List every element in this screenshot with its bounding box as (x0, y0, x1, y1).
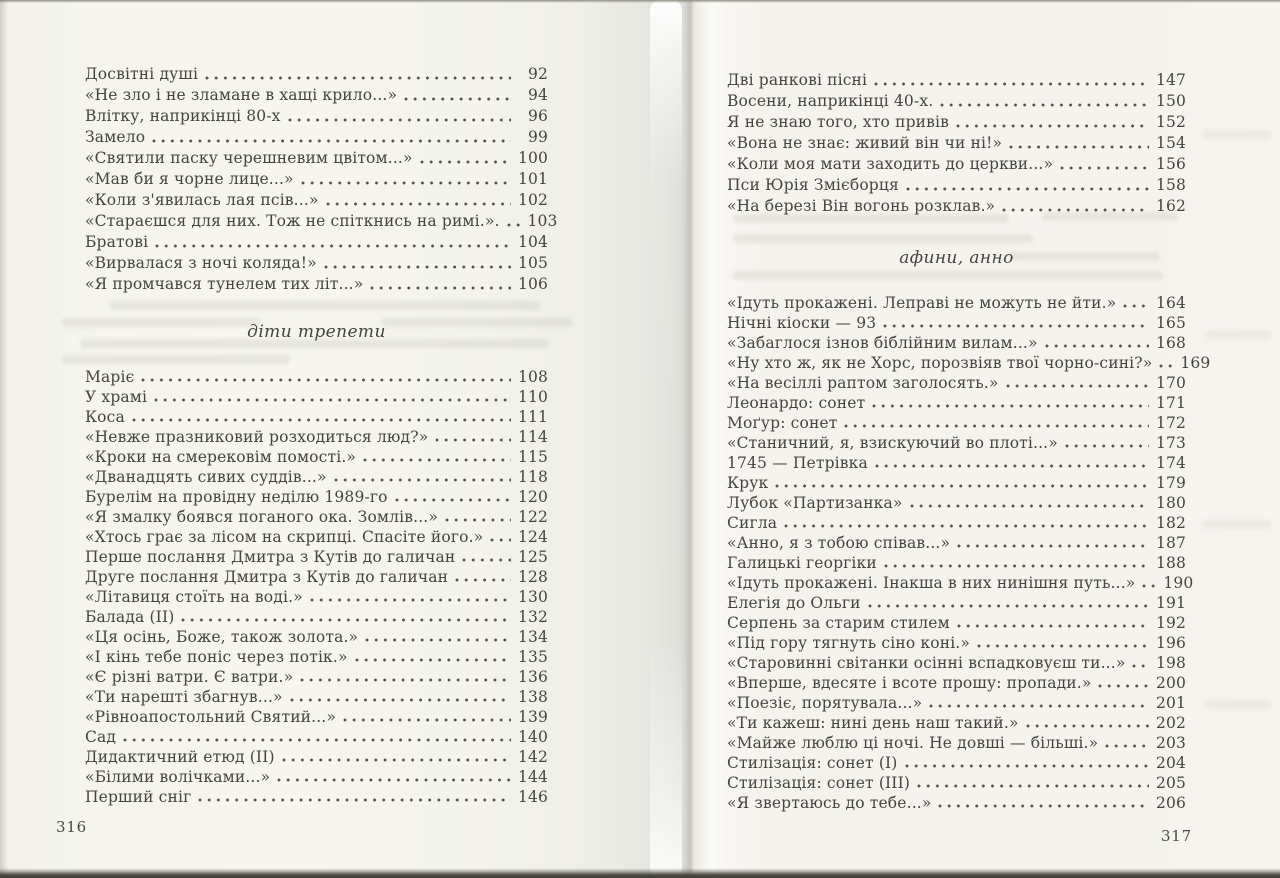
toc-entry-title: Леонардо: сонет (727, 394, 866, 412)
toc-entry-page: 128 (517, 568, 548, 586)
toc-entry-title: «Я змалку боявся поганого ока. Зомлів...» (85, 508, 438, 526)
toc-entry-title: Коса (85, 408, 125, 426)
toc-entry-page: 115 (517, 448, 548, 466)
toc-entry-page: 156 (1155, 155, 1186, 173)
toc-entry-title: «Стараєшся для них. Тож не спіткнись на римі.». (85, 212, 500, 230)
toc-entry-title: «Забаглося ізнов біблійним вилам...» (727, 334, 1038, 352)
toc-entry-page: 168 (1155, 334, 1186, 352)
dot-leader (1002, 207, 1149, 213)
toc-entry-page: 102 (517, 191, 548, 209)
toc-entry (727, 154, 1186, 175)
toc-entry (727, 593, 1186, 613)
toc-entry-page: 96 (527, 107, 548, 125)
toc-entry-title: «Ну хто ж, як не Хорс, порозвіяв твої чорно-сині?» (727, 354, 1153, 372)
toc-entry-title: Братові (85, 233, 149, 251)
toc-entry-page: 136 (517, 668, 548, 686)
toc-entry (727, 653, 1186, 673)
dot-leader (1065, 443, 1149, 449)
toc-entry (85, 687, 548, 707)
toc-entry (85, 607, 548, 627)
dot-leader (1098, 683, 1149, 689)
toc-entry-title: «Майже люблю ці ночі. Не довші — більші.» (727, 734, 1099, 752)
toc-entry-page: 105 (517, 254, 548, 272)
toc-entry-page: 152 (1155, 113, 1186, 131)
toc-entry-title: Балада (II) (85, 608, 175, 626)
toc-entry-page: 206 (1155, 794, 1186, 812)
toc-entry-page: 142 (517, 748, 548, 766)
toc-entry (85, 106, 548, 127)
toc-entry-page: 182 (1155, 514, 1186, 532)
toc-entry-title: Сад (85, 728, 117, 746)
dot-leader (1132, 663, 1149, 669)
toc-entry (85, 787, 548, 807)
toc-entry (85, 707, 548, 727)
toc-entry-page: 200 (1155, 674, 1186, 692)
toc-entry-title: Перше послання Дмитра з Кутів до галичан (85, 548, 456, 566)
dot-leader (326, 201, 511, 207)
toc-entry (727, 70, 1186, 91)
toc-entry (727, 793, 1186, 813)
toc-entry (85, 487, 548, 507)
toc-entry-title: Перший сніг (85, 788, 192, 806)
toc-section (727, 70, 1186, 217)
toc-entry-title: У храмі (85, 388, 148, 406)
toc-entry-page: 108 (517, 368, 548, 386)
toc-entry-title: «Дванадцять сивих суддів...» (85, 468, 327, 486)
toc-entry (85, 447, 548, 467)
toc-entry-page: 188 (1155, 554, 1186, 572)
toc-entry-title: 1745 — Петрівка (727, 454, 868, 472)
toc-entry (727, 533, 1186, 553)
toc-entry-title: «Анно, я з тобою співав...» (727, 534, 951, 552)
toc-entry (85, 253, 548, 274)
dot-leader (435, 437, 511, 443)
toc-entry-page: 205 (1155, 774, 1186, 792)
dot-leader (420, 159, 511, 165)
toc-entry-page: 122 (517, 508, 548, 526)
dot-leader (1006, 383, 1149, 389)
toc-entry-title: «Я промчався тунелем тих літ...» (85, 275, 364, 293)
dot-leader (300, 677, 511, 683)
toc-entry (85, 274, 548, 295)
toc-entry-page: 174 (1155, 454, 1186, 472)
toc-entry-title: «Станичний, я, взискуючий во плоті...» (727, 434, 1058, 452)
toc-entry-page: 202 (1155, 714, 1186, 732)
toc-entry-page: 150 (1155, 92, 1186, 110)
scan-edge-bottom (0, 868, 1280, 878)
dot-leader (123, 737, 511, 743)
toc-entry-page: 120 (517, 488, 548, 506)
dot-leader (957, 623, 1149, 629)
dot-leader (1142, 583, 1156, 589)
toc-entry (727, 453, 1186, 473)
dot-leader (1123, 303, 1149, 309)
dot-leader (290, 697, 511, 703)
dot-leader (205, 75, 511, 81)
toc-entry-title: «І кінь тебе поніс через потік.» (85, 648, 348, 666)
toc-entry-page: 203 (1155, 734, 1186, 752)
toc-entry (727, 513, 1186, 533)
toc-entry (727, 175, 1186, 196)
dot-leader (132, 417, 511, 423)
toc-entry-title: «На весіллі раптом заголосять.» (727, 374, 999, 392)
toc-entry (727, 673, 1186, 693)
toc-section (727, 247, 1211, 813)
dot-leader (455, 577, 511, 583)
toc-entry-title: Крук (727, 474, 769, 492)
section-heading: афини, анно (899, 248, 1014, 268)
dot-leader (917, 783, 1149, 789)
toc-entry-page: 172 (1155, 414, 1186, 432)
toc-entry-title: Стилізація: сонет (I) (727, 754, 898, 772)
toc-entry-title: «Коли з'явилась лая псів...» (85, 191, 319, 209)
toc-entry (85, 567, 548, 587)
toc-entry-title: «Ти кажеш: нині день наш такий.» (727, 714, 1019, 732)
toc-entry (85, 127, 548, 148)
toc-entry-page: 134 (517, 628, 548, 646)
toc-entry-title: «Ідуть прокажені. Леправі не можуть не йти.» (727, 294, 1117, 312)
toc-entry-page: 180 (1155, 494, 1186, 512)
toc-entry-title: Сигла (727, 514, 778, 532)
toc-entry-title: «Хтось грає за лісом на скрипці. Спасіте його.» (85, 528, 484, 546)
dot-leader (844, 423, 1149, 429)
dot-leader (370, 285, 511, 291)
dot-leader (874, 81, 1149, 87)
dot-leader (445, 517, 511, 523)
toc-entry-title: «Літавиця стоїть на воді.» (85, 588, 303, 606)
toc-entry (85, 407, 548, 427)
dot-leader (977, 643, 1149, 649)
toc-entry (727, 733, 1186, 753)
toc-entry-title: Друге послання Дмитра з Кутів до галичан (85, 568, 449, 586)
toc-entry-page: 124 (517, 528, 548, 546)
toc-entry (85, 211, 558, 232)
toc-entry-title: «Не зло і не зламане в хащі крило...» (85, 86, 398, 104)
toc-entry-title: Дві ранкові пісні (727, 71, 868, 89)
dot-leader (940, 102, 1149, 108)
toc-entry-title: «Мав би я чорне лице...» (85, 170, 294, 188)
toc-entry-page: 110 (517, 388, 548, 406)
toc-entry-title: «Вирвалася з ночі коляда!» (85, 254, 317, 272)
toc-entry-page: 106 (517, 275, 548, 293)
toc-entry-page: 139 (517, 708, 548, 726)
dot-leader (152, 138, 511, 144)
toc-entry-page: 147 (1155, 71, 1186, 89)
toc-entry-page: 169 (1180, 354, 1211, 372)
toc-entry-title: Пси Юрія Змієборця (727, 176, 899, 194)
dot-leader (334, 477, 511, 483)
dot-leader (155, 243, 511, 249)
toc-entry-title: Нічні кіоски — 93 (727, 314, 877, 332)
toc-entry-title: «Під гору тягнуть сіно коні.» (727, 634, 971, 652)
toc-entry-title: «Коли моя мати заходить до церкви...» (727, 155, 1054, 173)
toc-entry-title: Замело (85, 128, 146, 146)
dot-leader (868, 603, 1149, 609)
toc-entry (727, 373, 1186, 393)
toc-entry-title: «Вона не знає: живий він чи ні!» (727, 134, 1003, 152)
toc-entry-page: 191 (1155, 594, 1186, 612)
dot-leader (956, 123, 1149, 129)
toc-entry-title: Елегія до Ольги (727, 594, 861, 612)
toc-entry (727, 473, 1186, 493)
dot-leader (282, 757, 511, 763)
toc-entry-title: Дидактичний етюд (II) (85, 748, 275, 766)
toc-entry-page: 104 (517, 233, 548, 251)
toc-entry (85, 367, 548, 387)
toc-entry (727, 313, 1186, 333)
toc-entry (727, 196, 1186, 217)
toc-entry-page: 103 (527, 212, 558, 230)
dot-leader (198, 797, 511, 803)
toc-entry-page: 162 (1155, 197, 1186, 215)
toc-column-left (85, 64, 558, 807)
toc-entry (85, 547, 548, 567)
toc-entry-page: 196 (1155, 634, 1186, 652)
toc-entry-page: 99 (527, 128, 548, 146)
toc-entry (727, 112, 1186, 133)
toc-entry-title: Моґур: сонет (727, 414, 838, 432)
toc-entry-title: Стилізація: сонет (III) (727, 774, 911, 792)
dot-leader (938, 803, 1149, 809)
toc-entry (85, 767, 548, 787)
toc-entry (727, 433, 1186, 453)
toc-entry-page: 118 (517, 468, 548, 486)
dot-leader (404, 96, 511, 102)
toc-entry-page: 130 (517, 588, 548, 606)
dot-leader (1105, 743, 1149, 749)
toc-entry-page: 146 (517, 788, 548, 806)
toc-entry (727, 413, 1186, 433)
toc-entry (85, 627, 548, 647)
dot-leader (154, 397, 511, 403)
toc-entry-title: «Білими волічками...» (85, 768, 271, 786)
dot-leader (277, 777, 511, 783)
toc-entry-title: Лубок «Партизанка» (727, 494, 903, 512)
toc-entry (727, 693, 1186, 713)
dot-leader (905, 763, 1149, 769)
dot-leader (872, 403, 1149, 409)
toc-entry-title: «Поезіє, порятувала...» (727, 694, 923, 712)
toc-entry (85, 64, 548, 85)
toc-entry (727, 633, 1186, 653)
toc-entry (85, 85, 548, 106)
toc-entry-title: «Ти нарешті збагнув...» (85, 688, 283, 706)
toc-entry (85, 727, 548, 747)
toc-entry-page: 140 (517, 728, 548, 746)
toc-entry (85, 467, 548, 487)
dot-leader (1026, 723, 1149, 729)
toc-entry (727, 573, 1194, 593)
toc-entry (85, 747, 548, 767)
dot-leader (1159, 363, 1173, 369)
toc-entry-title: «Ідуть прокажені. Інакша в них нинішня путь...» (727, 574, 1136, 592)
toc-entry (85, 387, 548, 407)
dot-leader (343, 717, 511, 723)
toc-entry (727, 353, 1211, 373)
dot-leader (1045, 343, 1149, 349)
toc-entry (727, 773, 1186, 793)
dot-leader (301, 180, 511, 186)
dot-leader (957, 543, 1149, 549)
dot-leader (775, 483, 1149, 489)
toc-entry-page: 171 (1155, 394, 1186, 412)
toc-entry-page: 179 (1155, 474, 1186, 492)
toc-entry-title: Бурелім на провідну неділю 1989-го (85, 488, 388, 506)
dot-leader (141, 377, 511, 383)
toc-entry (727, 393, 1186, 413)
toc-entry-title: Серпень за старим стилем (727, 614, 950, 632)
page-number-right: 317 (1160, 827, 1192, 845)
toc-entry-title: Галицькі георгіки (727, 554, 877, 572)
dot-leader (929, 703, 1149, 709)
toc-entry (727, 91, 1186, 112)
toc-entry-page: 144 (517, 768, 548, 786)
toc-entry-page: 201 (1155, 694, 1186, 712)
toc-entry-title: «Святили паску черешневим цвітом...» (85, 149, 413, 167)
toc-entry-page: 114 (517, 428, 548, 446)
toc-entry-page: 170 (1155, 374, 1186, 392)
toc-section (85, 64, 558, 295)
toc-entry (85, 647, 548, 667)
toc-entry-page: 101 (517, 170, 548, 188)
dot-leader (462, 557, 511, 563)
toc-entry (85, 667, 548, 687)
toc-entry-title: Влітку, наприкінці 80-х (85, 107, 281, 125)
dot-leader (1009, 144, 1149, 150)
dot-leader (395, 497, 511, 503)
toc-entry-page: 94 (527, 86, 548, 104)
toc-entry-title: «Ця осінь, Боже, також золота.» (85, 628, 359, 646)
toc-entry (85, 169, 548, 190)
toc-entry-page: 138 (517, 688, 548, 706)
dot-leader (490, 537, 511, 543)
dot-leader (365, 637, 511, 643)
toc-entry-title: «Я звертаюсь до тебе...» (727, 794, 932, 812)
toc-entry-title: «Вперше, вдесяте і всоте прошу: пропади.» (727, 674, 1092, 692)
dot-leader (363, 457, 511, 463)
page-number-left: 316 (56, 818, 88, 836)
scan-edge-left (0, 0, 8, 878)
toc-entry (727, 133, 1186, 154)
toc-entry (727, 333, 1186, 353)
dot-leader (884, 563, 1149, 569)
toc-section (85, 321, 548, 807)
toc-entry (727, 753, 1186, 773)
toc-entry-page: 100 (517, 149, 548, 167)
toc-entry (727, 493, 1186, 513)
toc-entry (85, 587, 548, 607)
toc-entry-title: Досвітні душі (85, 65, 199, 83)
scan-edge-top (0, 0, 1280, 3)
dot-leader (883, 323, 1149, 329)
toc-entry-title: «На березі Він вогонь розклав.» (727, 197, 996, 215)
toc-entry-title: «Старовинні світанки осінні вспадковуєш ти...» (727, 654, 1126, 672)
toc-entry (85, 232, 548, 253)
dot-leader (910, 503, 1149, 509)
dot-leader (324, 264, 511, 270)
toc-entry (727, 713, 1186, 733)
toc-entry-title: Восени, наприкінці 40-х. (727, 92, 934, 110)
toc-entry-title: Я не знаю того, хто привів (727, 113, 950, 131)
toc-entry-page: 165 (1155, 314, 1186, 332)
dot-leader (181, 617, 511, 623)
toc-entry-page: 190 (1163, 574, 1194, 592)
toc-entry (85, 427, 548, 447)
toc-entry-page: 192 (1155, 614, 1186, 632)
toc-entry (727, 553, 1186, 573)
toc-entry (85, 148, 548, 169)
toc-entry-page: 164 (1155, 294, 1186, 312)
toc-entry (85, 190, 548, 211)
toc-entry-page: 204 (1155, 754, 1186, 772)
toc-entry-page: 187 (1155, 534, 1186, 552)
toc-entry-page: 154 (1155, 134, 1186, 152)
toc-entry (85, 527, 548, 547)
toc-entry-page: 125 (517, 548, 548, 566)
toc-entry-title: «Рівноапостольний Святий...» (85, 708, 337, 726)
dot-leader (784, 523, 1149, 529)
toc-entry-page: 173 (1155, 434, 1186, 452)
section-heading: діти трепети (247, 322, 386, 342)
toc-entry-page: 158 (1155, 176, 1186, 194)
dot-leader (288, 117, 511, 123)
toc-entry-page: 198 (1155, 654, 1186, 672)
dot-leader (1060, 165, 1149, 171)
toc-entry-title: «Невже празниковий розходиться люд?» (85, 428, 429, 446)
toc-entry-page: 111 (517, 408, 548, 426)
toc-entry (727, 293, 1186, 313)
dot-leader (507, 222, 521, 228)
toc-entry (85, 507, 548, 527)
toc-entry-page: 135 (517, 648, 548, 666)
toc-entry (727, 613, 1186, 633)
dot-leader (906, 186, 1149, 192)
dot-leader (875, 463, 1149, 469)
toc-entry-page: 132 (517, 608, 548, 626)
dot-leader (310, 597, 511, 603)
dot-leader (355, 657, 511, 663)
toc-entry-title: «Кроки на смерековім помості.» (85, 448, 357, 466)
toc-column-right (727, 70, 1211, 813)
toc-entry-page: 92 (527, 65, 548, 83)
toc-entry-title: «Є різні ватри. Є ватри.» (85, 668, 294, 686)
toc-entry-title: Маріє (85, 368, 135, 386)
